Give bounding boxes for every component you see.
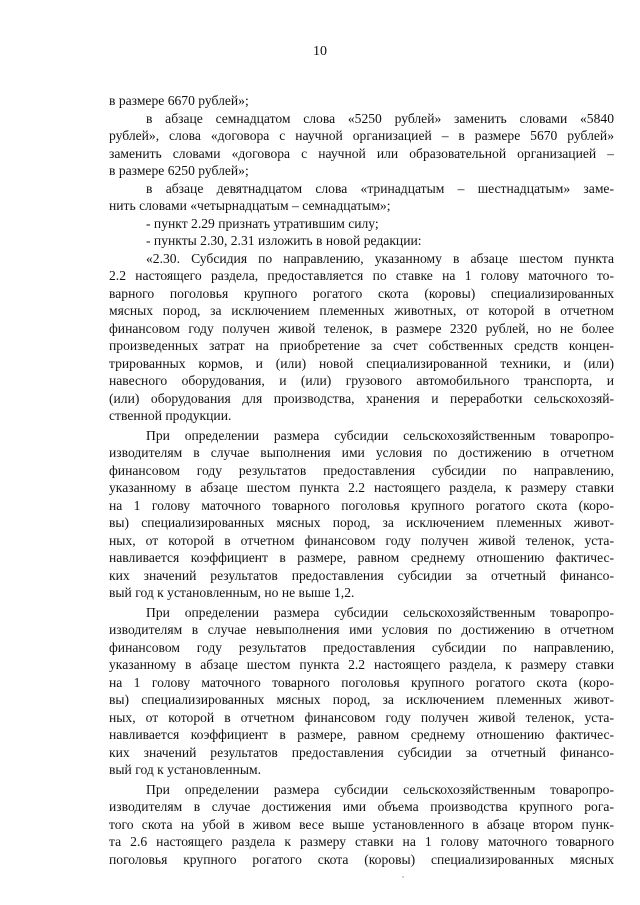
text-line: вы) специализированных мясных пород, за исключением племенных живот-: [109, 515, 614, 530]
text-line: При определении размера субсидии сельскохозяйственным товаропро-: [146, 427, 614, 443]
text-line: в абзаце девятнадцатом слова «тринадцатым – шестнадцатым» заме-: [146, 180, 614, 196]
text-line: навливается коэффициент в размере, равном среднему отношению фактичес-: [109, 550, 614, 565]
text-line: варного поголовья крупного рогатого скота (коровы) специализированных: [109, 285, 614, 301]
text-line: навесного оборудования, и (или) грузового автомобильного транспорта, и: [109, 373, 614, 388]
text-line: в размере 6250 рублей»;: [109, 163, 249, 178]
text-line: вый год к установленным, но не выше 1,2.: [109, 585, 355, 600]
text-line: (или) оборудования для производства, хранения и переработки сельскохозяй-: [109, 390, 614, 406]
text-line: изводителям в случае выполнения ими условия по достижению в отчетном: [109, 445, 614, 460]
text-line: мясных пород, за исключением племенных животных, от которой в отчетном: [109, 303, 614, 318]
text-line: та 2.6 настоящего раздела к размеру ставки на 1 голову маточного товарного: [109, 834, 614, 849]
scan-speck: [402, 876, 404, 878]
text-line: - пункт 2.29 признать утратившим силу;: [146, 215, 379, 231]
text-line: ких значений результатов предоставления субсидии за отчетный финансо-: [109, 567, 614, 583]
text-line: изводителям в случае невыполнения ими условия по достижению в отчетном: [109, 622, 614, 637]
text-line: на 1 голову маточного товарного поголовья крупного рогатого скота (коро-: [109, 497, 614, 513]
text-line: трированных кормов, и (или) новой специализированной техники, и (или): [109, 355, 614, 371]
text-line: произведенных затрат на приобретение за счет собственных средств концен-: [109, 338, 614, 353]
text-line: ственной продукции.: [109, 408, 232, 423]
text-line: рублей», слова «договора с научной организацией – в размере 5670 рублей»: [109, 128, 614, 143]
document-body: [109, 92, 614, 868]
text-line: нить словами «четырнадцатым – семнадцатым»;: [109, 198, 391, 213]
text-line: изводителям в случае достижения ими объема производства крупного рога-: [109, 799, 614, 814]
text-line: При определении размера субсидии сельскохозяйственным товаропро-: [146, 781, 614, 797]
page-number: 10: [313, 44, 327, 59]
text-line: того скота на убой в живом весе выше установленного в абзаце втором пунк-: [109, 816, 614, 832]
text-line: указанному в абзаце шестом пункта 2.2 настоящего раздела, к размеру ставки: [109, 480, 614, 495]
text-line: При определении размера субсидии сельскохозяйственным товаропро-: [146, 604, 614, 620]
text-line: 2.2 настоящего раздела, предоставляется по ставке на 1 голову маточного то-: [109, 268, 614, 283]
text-line: ных, от которой в отчетном финансовом году получен живой теленок, уста-: [109, 709, 614, 725]
text-line: в размере 6670 рублей»;: [109, 93, 249, 108]
text-line: указанному в абзаце шестом пункта 2.2 настоящего раздела, к размеру ставки: [109, 657, 614, 672]
text-line: вый год к установленным.: [109, 762, 261, 777]
text-line: на 1 голову маточного товарного поголовья крупного рогатого скота (коро-: [109, 674, 614, 690]
text-line: финансовом году получен живой теленок, в размере 2320 рублей, но не более: [109, 320, 614, 336]
text-line: - пункты 2.30, 2.31 изложить в новой редакции:: [146, 233, 422, 248]
text-line: ких значений результатов предоставления субсидии за отчетный финансо-: [109, 744, 614, 760]
text-line: заменить словами «договора с научной или образовательной организацией –: [109, 145, 614, 161]
text-line: в абзаце семнадцатом слова «5250 рублей» заменить словами «5840: [146, 110, 614, 126]
text-line: финансовом году результатов предоставления субсидии по направлению,: [109, 639, 614, 655]
text-line: вы) специализированных мясных пород, за исключением племенных живот-: [109, 692, 614, 707]
text-line: «2.30. Субсидия по направлению, указанному в абзаце шестом пункта: [146, 250, 614, 266]
text-line: навливается коэффициент в размере, равном среднему отношению фактичес-: [109, 727, 614, 742]
text-line: финансовом году результатов предоставления субсидии по направлению,: [109, 462, 614, 478]
text-line: ных, от которой в отчетном финансовом году получен живой теленок, уста-: [109, 532, 614, 548]
text-line: поголовья крупного рогатого скота (коровы) специализированных мясных: [109, 851, 614, 867]
